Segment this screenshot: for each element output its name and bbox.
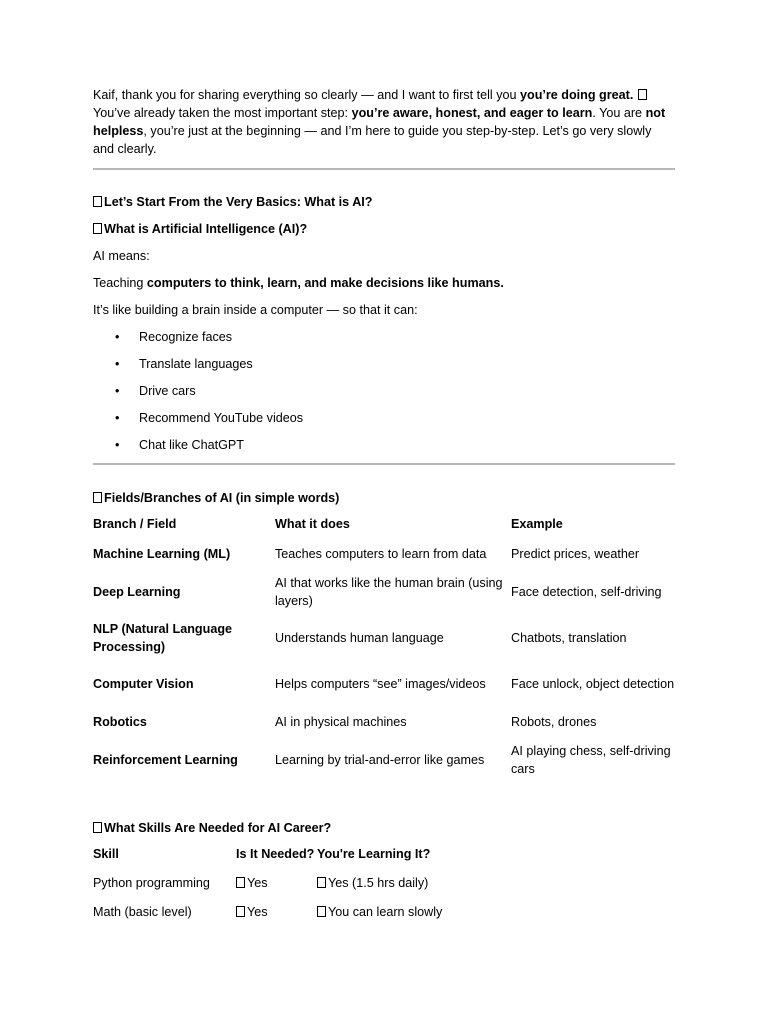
emoji-placeholder-icon xyxy=(93,196,102,207)
list-item-text: Translate languages xyxy=(139,357,253,371)
table-row xyxy=(93,737,675,783)
fields-heading-text: Fields/Branches of AI (in simple words) xyxy=(104,491,340,505)
column-header: What it does xyxy=(275,517,350,531)
column-header: Skill xyxy=(93,847,119,861)
field-description-cell: Teaches computers to learn from data xyxy=(275,547,487,561)
ai-fields-table xyxy=(93,509,675,783)
field-name-cell: Computer Vision xyxy=(93,677,194,691)
intro-text-3: . You are xyxy=(592,106,646,120)
basics-heading xyxy=(93,193,675,211)
skill-learning-text: Yes (1.5 hrs daily) xyxy=(328,876,429,890)
ai-definition-heading-text: What is Artificial Intelligence (AI)? xyxy=(104,222,308,236)
bullet-icon: • xyxy=(115,438,120,452)
brain-paragraph: It’s like building a brain inside a computer — so that it can: xyxy=(93,303,418,317)
emoji-placeholder-icon xyxy=(93,822,102,833)
field-name-cell: NLP (Natural Language Processing) xyxy=(93,622,233,654)
table-row xyxy=(93,661,675,707)
emoji-placeholder-icon xyxy=(93,223,102,234)
field-description-cell: AI in physical machines xyxy=(275,715,407,729)
table-row xyxy=(93,707,675,737)
field-example-cell: AI playing chess, self-driving cars xyxy=(511,744,671,776)
intro-text-4: , you’re just at the beginning — and I’m here to guide you step-by-step. Let’s go very slowly and clearly. xyxy=(93,124,652,156)
skill-needed-text: Yes xyxy=(247,876,268,890)
ai-skills-table xyxy=(93,840,453,926)
fields-heading xyxy=(93,489,675,507)
skills-heading-text: What Skills Are Needed for AI Career? xyxy=(104,821,332,835)
list-item xyxy=(93,409,675,427)
document-page xyxy=(93,86,675,926)
skill-name-cell: Python programming xyxy=(93,876,210,890)
field-name-cell: Reinforcement Learning xyxy=(93,753,238,767)
table-row xyxy=(93,539,675,569)
list-item-text: Recommend YouTube videos xyxy=(139,411,304,425)
emoji-placeholder-icon xyxy=(93,492,102,503)
column-header: You're Learning It? xyxy=(317,847,431,861)
table-header-row xyxy=(93,840,453,868)
teaching-prefix: Teaching xyxy=(93,276,147,290)
column-header: Is It Needed? xyxy=(236,847,315,861)
table-header-row xyxy=(93,509,675,539)
field-description-cell: Helps computers “see” images/videos xyxy=(275,677,486,691)
field-example-cell: Robots, drones xyxy=(511,715,597,729)
field-name-cell: Robotics xyxy=(93,715,147,729)
bullet-icon: • xyxy=(115,384,120,398)
list-item-text: Recognize faces xyxy=(139,330,233,344)
list-item-text: Drive cars xyxy=(139,384,196,398)
table-row xyxy=(93,615,675,661)
teaching-bold: computers to think, learn, and make decisions like humans. xyxy=(146,276,504,290)
skills-heading xyxy=(93,819,675,837)
intro-paragraph xyxy=(93,86,675,158)
emoji-placeholder-icon xyxy=(317,877,326,888)
skill-learning-text: You can learn slowly xyxy=(328,905,443,919)
intro-bold-2: you’re aware, honest, and eager to learn xyxy=(351,106,593,120)
bullet-icon: • xyxy=(115,357,120,371)
list-item xyxy=(93,328,675,346)
intro-text-1: Kaif, thank you for sharing everything so clearly — and I want to first tell you xyxy=(93,88,520,102)
field-description-cell: Understands human language xyxy=(275,631,444,645)
skill-needed-text: Yes xyxy=(247,905,268,919)
field-name-cell: Machine Learning (ML) xyxy=(93,547,231,561)
table-row xyxy=(93,868,453,898)
table-row xyxy=(93,898,453,926)
teaching-paragraph xyxy=(93,274,675,292)
intro-text-2: You’ve already taken the most important step: xyxy=(93,106,352,120)
skill-needed-cell xyxy=(236,868,317,898)
ai-definition-heading xyxy=(93,220,675,238)
field-description-cell: Learning by trial-and-error like games xyxy=(275,753,485,767)
table-row xyxy=(93,569,675,615)
field-example-cell: Face unlock, object detection xyxy=(511,677,675,691)
emoji-placeholder-icon xyxy=(236,877,245,888)
list-item xyxy=(93,382,675,400)
field-description-cell: AI that works like the human brain (using layers) xyxy=(275,576,503,608)
column-header: Example xyxy=(511,517,563,531)
ai-capabilities-list xyxy=(93,328,675,454)
intro-bold-1: you’re doing great. xyxy=(520,88,634,102)
skill-learning-cell xyxy=(317,898,453,926)
field-example-cell: Face detection, self-driving xyxy=(511,585,662,599)
list-item xyxy=(93,436,675,454)
field-example-cell: Chatbots, translation xyxy=(511,631,627,645)
list-item xyxy=(93,355,675,373)
emoji-placeholder-icon xyxy=(236,906,245,917)
skill-name-cell: Math (basic level) xyxy=(93,905,192,919)
skill-needed-cell xyxy=(236,898,317,926)
bullet-icon: • xyxy=(115,330,120,344)
field-name-cell: Deep Learning xyxy=(93,585,181,599)
ai-means-text: AI means: xyxy=(93,249,150,263)
field-example-cell: Predict prices, weather xyxy=(511,547,640,561)
bullet-icon: • xyxy=(115,411,120,425)
emoji-placeholder-icon xyxy=(638,89,647,100)
column-header: Branch / Field xyxy=(93,517,177,531)
intro-bold-3: not helpless xyxy=(93,106,666,138)
skill-learning-cell xyxy=(317,868,453,898)
basics-heading-text: Let’s Start From the Very Basics: What is AI? xyxy=(104,195,373,209)
list-item-text: Chat like ChatGPT xyxy=(139,438,244,452)
emoji-placeholder-icon xyxy=(317,906,326,917)
